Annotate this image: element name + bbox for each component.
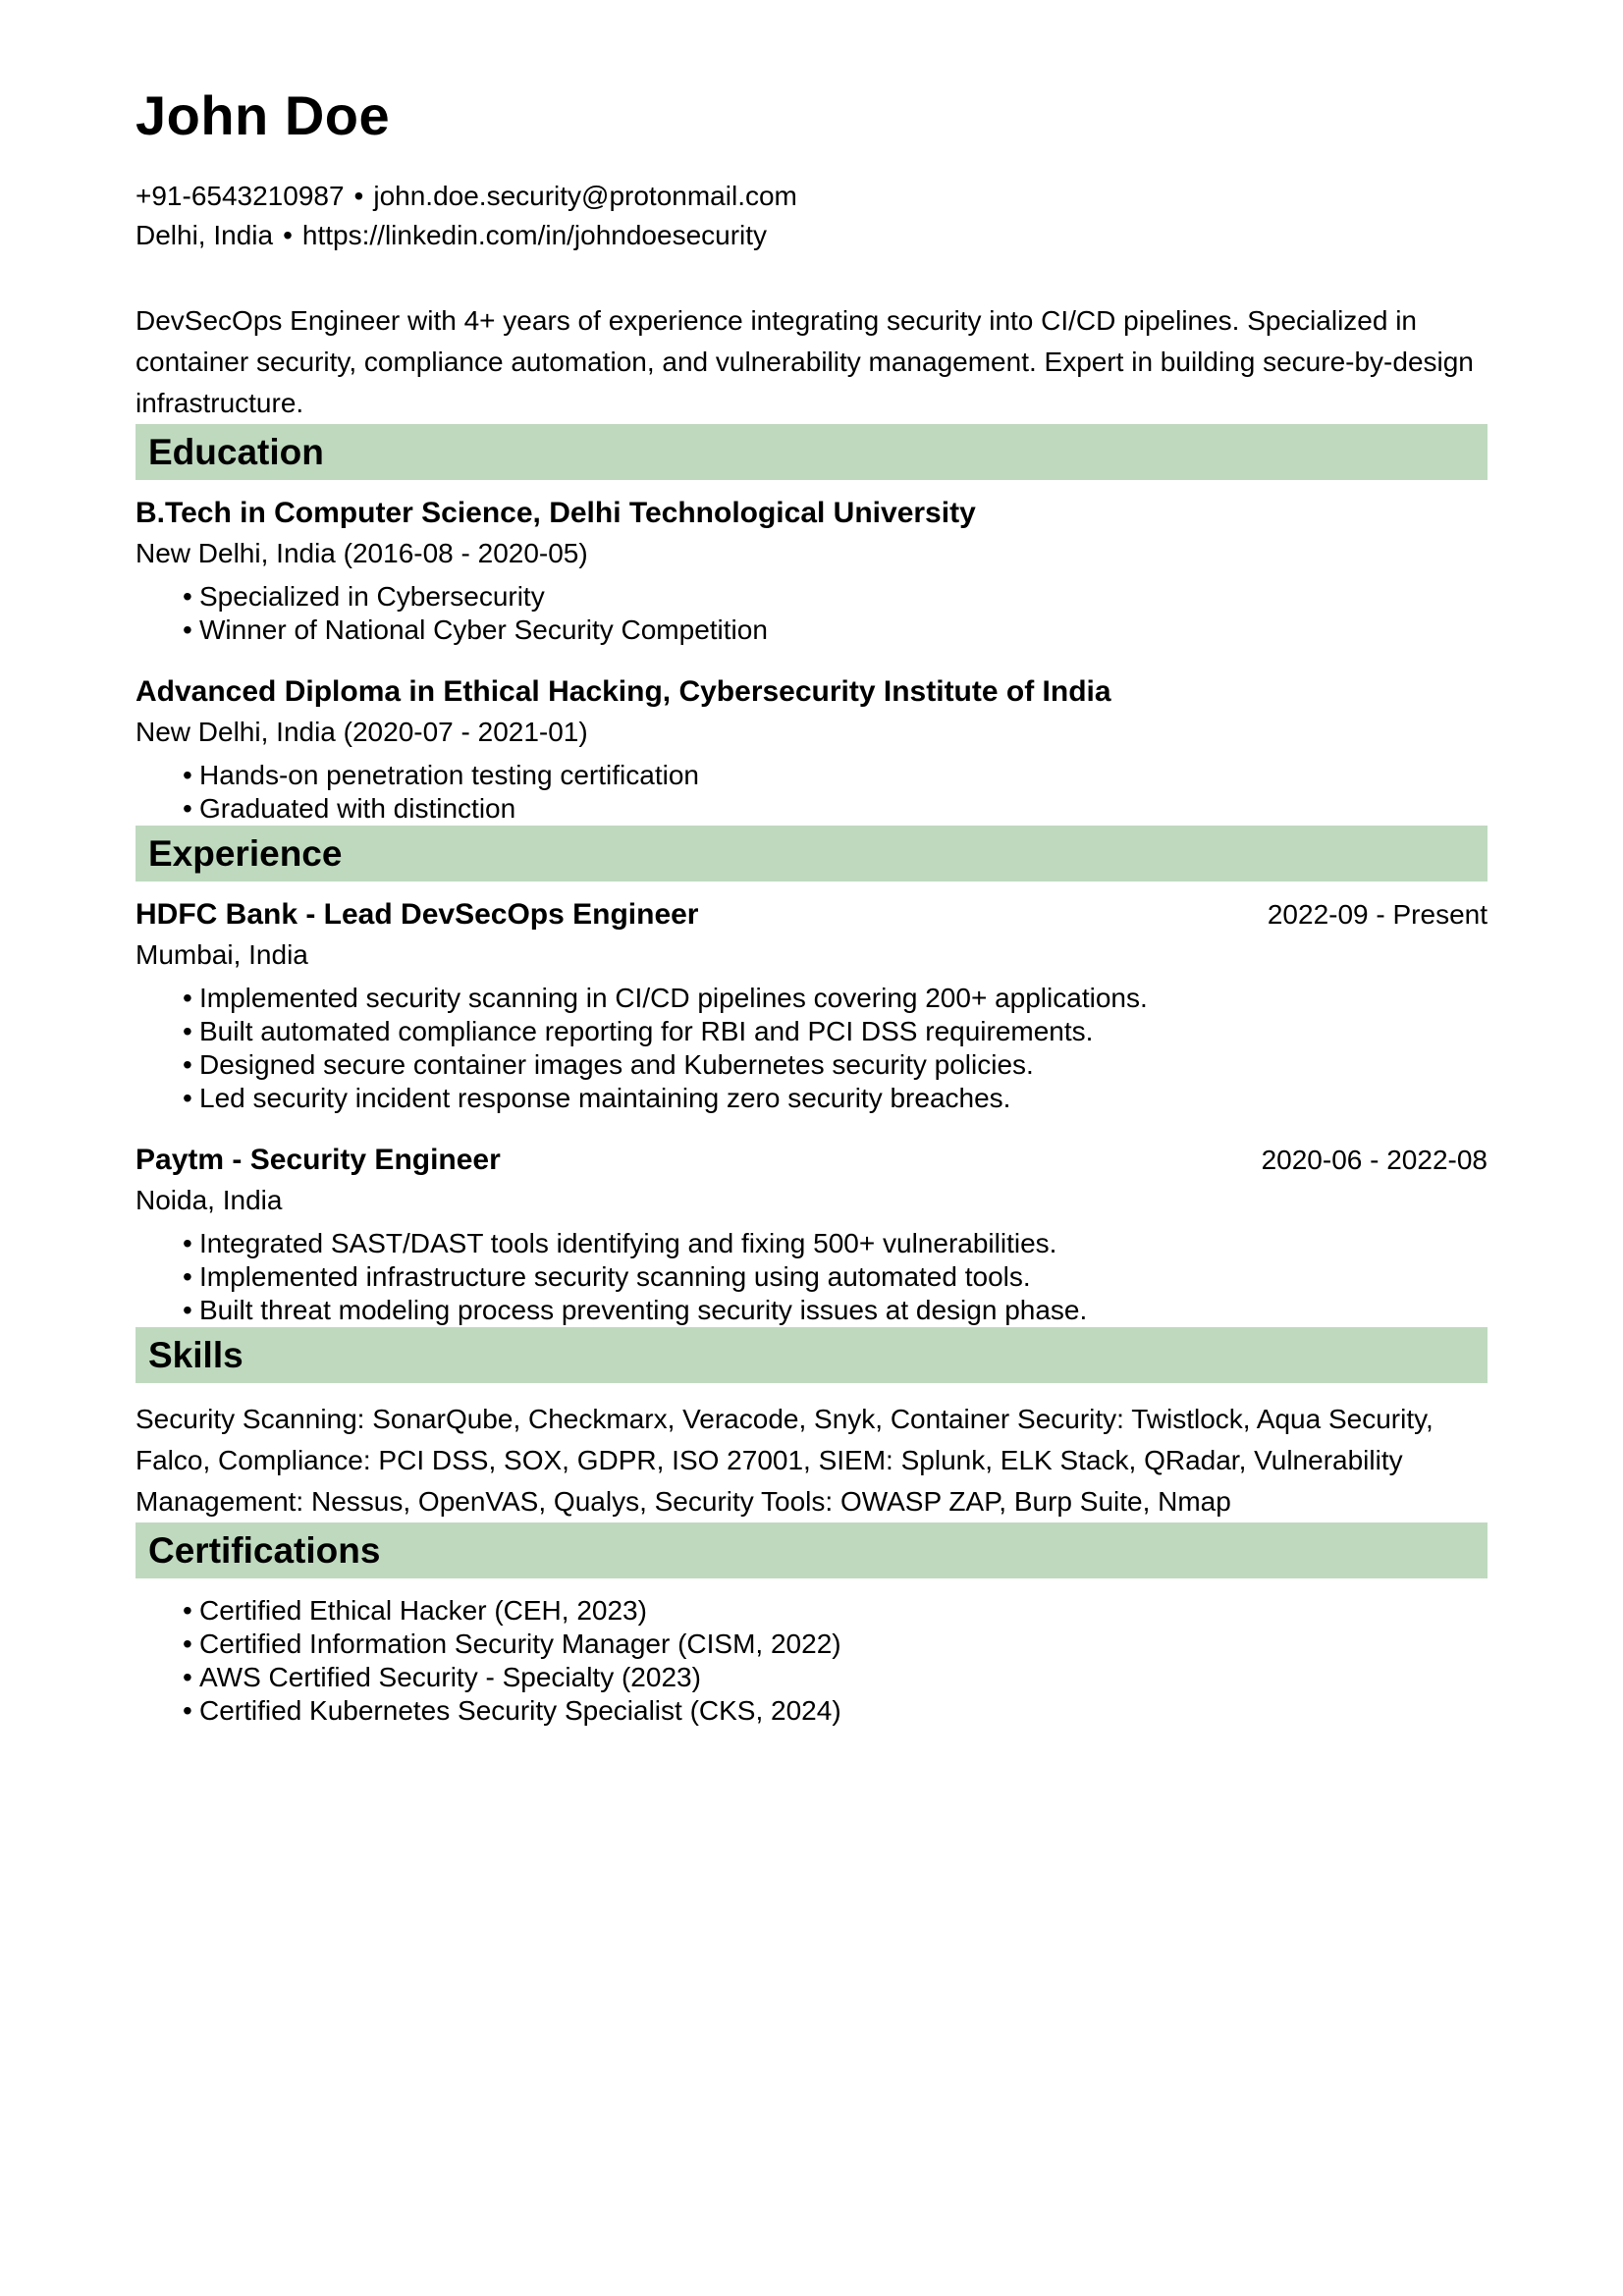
section-header-skills: Skills <box>135 1327 1488 1383</box>
bullet-item: • Led security incident response maintaining zero security breaches. <box>135 1082 1488 1115</box>
section-header-certifications: Certifications <box>135 1522 1488 1578</box>
certifications-bullet-list <box>135 1594 1488 1728</box>
education-bullet-list <box>135 580 1488 647</box>
bullet-item: • Graduated with distinction <box>135 792 1488 826</box>
experience-bullet-list <box>135 982 1488 1115</box>
job-location: Mumbai, India <box>135 939 308 970</box>
bullet-item: • Hands-on penetration testing certification <box>135 759 1488 792</box>
bullet-item: • Implemented security scanning in CI/CD pipelines covering 200+ applications. <box>135 982 1488 1015</box>
education-entry-meta: New Delhi, India (2016-08 - 2020-05) <box>135 538 588 568</box>
experience-bullet-list <box>135 1227 1488 1327</box>
bullet-item: • Designed secure container images and Kubernetes security policies. <box>135 1048 1488 1082</box>
education-entry-2 <box>135 674 1488 826</box>
job-dates: 2022-09 - Present <box>1267 899 1488 930</box>
bullet-item: • Certified Information Security Manager (CISM, 2022) <box>135 1628 1488 1661</box>
experience-entry-title-row <box>135 1143 1488 1178</box>
contact-line-phone-email <box>135 177 1488 216</box>
degree-title: B.Tech in Computer Science, Delhi Technological University <box>135 497 976 529</box>
bullet-item: • Winner of National Cyber Security Competition <box>135 614 1488 647</box>
linkedin-url: https://linkedin.com/in/johndoesecurity <box>301 220 768 250</box>
bullet-item: • Implemented infrastructure security scanning using automated tools. <box>135 1260 1488 1294</box>
education-entry-title-row <box>135 496 1488 531</box>
experience-entry-2 <box>135 1143 1488 1327</box>
job-location: Noida, India <box>135 1185 283 1215</box>
person-name: John Doe <box>135 84 391 146</box>
job-title: HDFC Bank - Lead DevSecOps Engineer <box>135 898 699 931</box>
job-dates: 2020-06 - 2022-08 <box>1261 1145 1488 1175</box>
section-certifications <box>135 1522 1488 1728</box>
education-entry-title-row <box>135 674 1488 710</box>
bullet-item: • Certified Ethical Hacker (CEH, 2023) <box>135 1594 1488 1628</box>
bullet-item: • Integrated SAST/DAST tools identifying and fixing 500+ vulnerabilities. <box>135 1227 1488 1260</box>
skills-text: Security Scanning: SonarQube, Checkmarx, Veracode, Snyk, Container Security: Twistlock, Aqua Security, Falco, Compliance: PCI DSS, SOX, GDPR, ISO 27001, SIEM: Splunk, ELK Stack, QRadar, Vulnerability Management: Nessus, OpenVAS, Qualys, Security Tools: OWASP ZAP, Burp Suite, Nmap <box>135 1404 1434 1517</box>
section-header-experience: Experience <box>135 826 1488 881</box>
phone-number: +91-6543210987 <box>135 181 345 211</box>
experience-entry-title-row <box>135 897 1488 933</box>
section-education <box>135 424 1488 826</box>
bullet-item: • AWS Certified Security - Specialty (2023) <box>135 1661 1488 1694</box>
location-text: Delhi, India <box>135 220 274 250</box>
education-entry-meta: New Delhi, India (2020-07 - 2021-01) <box>135 717 588 747</box>
experience-entry-1 <box>135 897 1488 1115</box>
education-entry-1 <box>135 496 1488 647</box>
section-experience <box>135 826 1488 1327</box>
bullet-item: • Specialized in Cybersecurity <box>135 580 1488 614</box>
bullet-item: • Built automated compliance reporting for RBI and PCI DSS requirements. <box>135 1015 1488 1048</box>
section-header-education: Education <box>135 424 1488 480</box>
professional-summary: DevSecOps Engineer with 4+ years of experience integrating security into CI/CD pipelines. Specialized in container security, compliance automation, and vulnerability management. Expert in building secure-by-design infrastructure. <box>135 305 1474 418</box>
email-address: john.doe.security@protonmail.com <box>373 181 797 211</box>
job-title: Paytm - Security Engineer <box>135 1144 501 1176</box>
degree-title: Advanced Diploma in Ethical Hacking, Cybersecurity Institute of India <box>135 675 1111 708</box>
section-skills <box>135 1327 1488 1522</box>
bullet-item: • Certified Kubernetes Security Specialist (CKS, 2024) <box>135 1694 1488 1728</box>
separator-dot: • <box>283 220 293 250</box>
bullet-item: • Built threat modeling process preventing security issues at design phase. <box>135 1294 1488 1327</box>
contact-line-location-link <box>135 216 1488 255</box>
education-bullet-list <box>135 759 1488 826</box>
contact-info <box>135 177 1488 255</box>
separator-dot: • <box>353 181 364 211</box>
